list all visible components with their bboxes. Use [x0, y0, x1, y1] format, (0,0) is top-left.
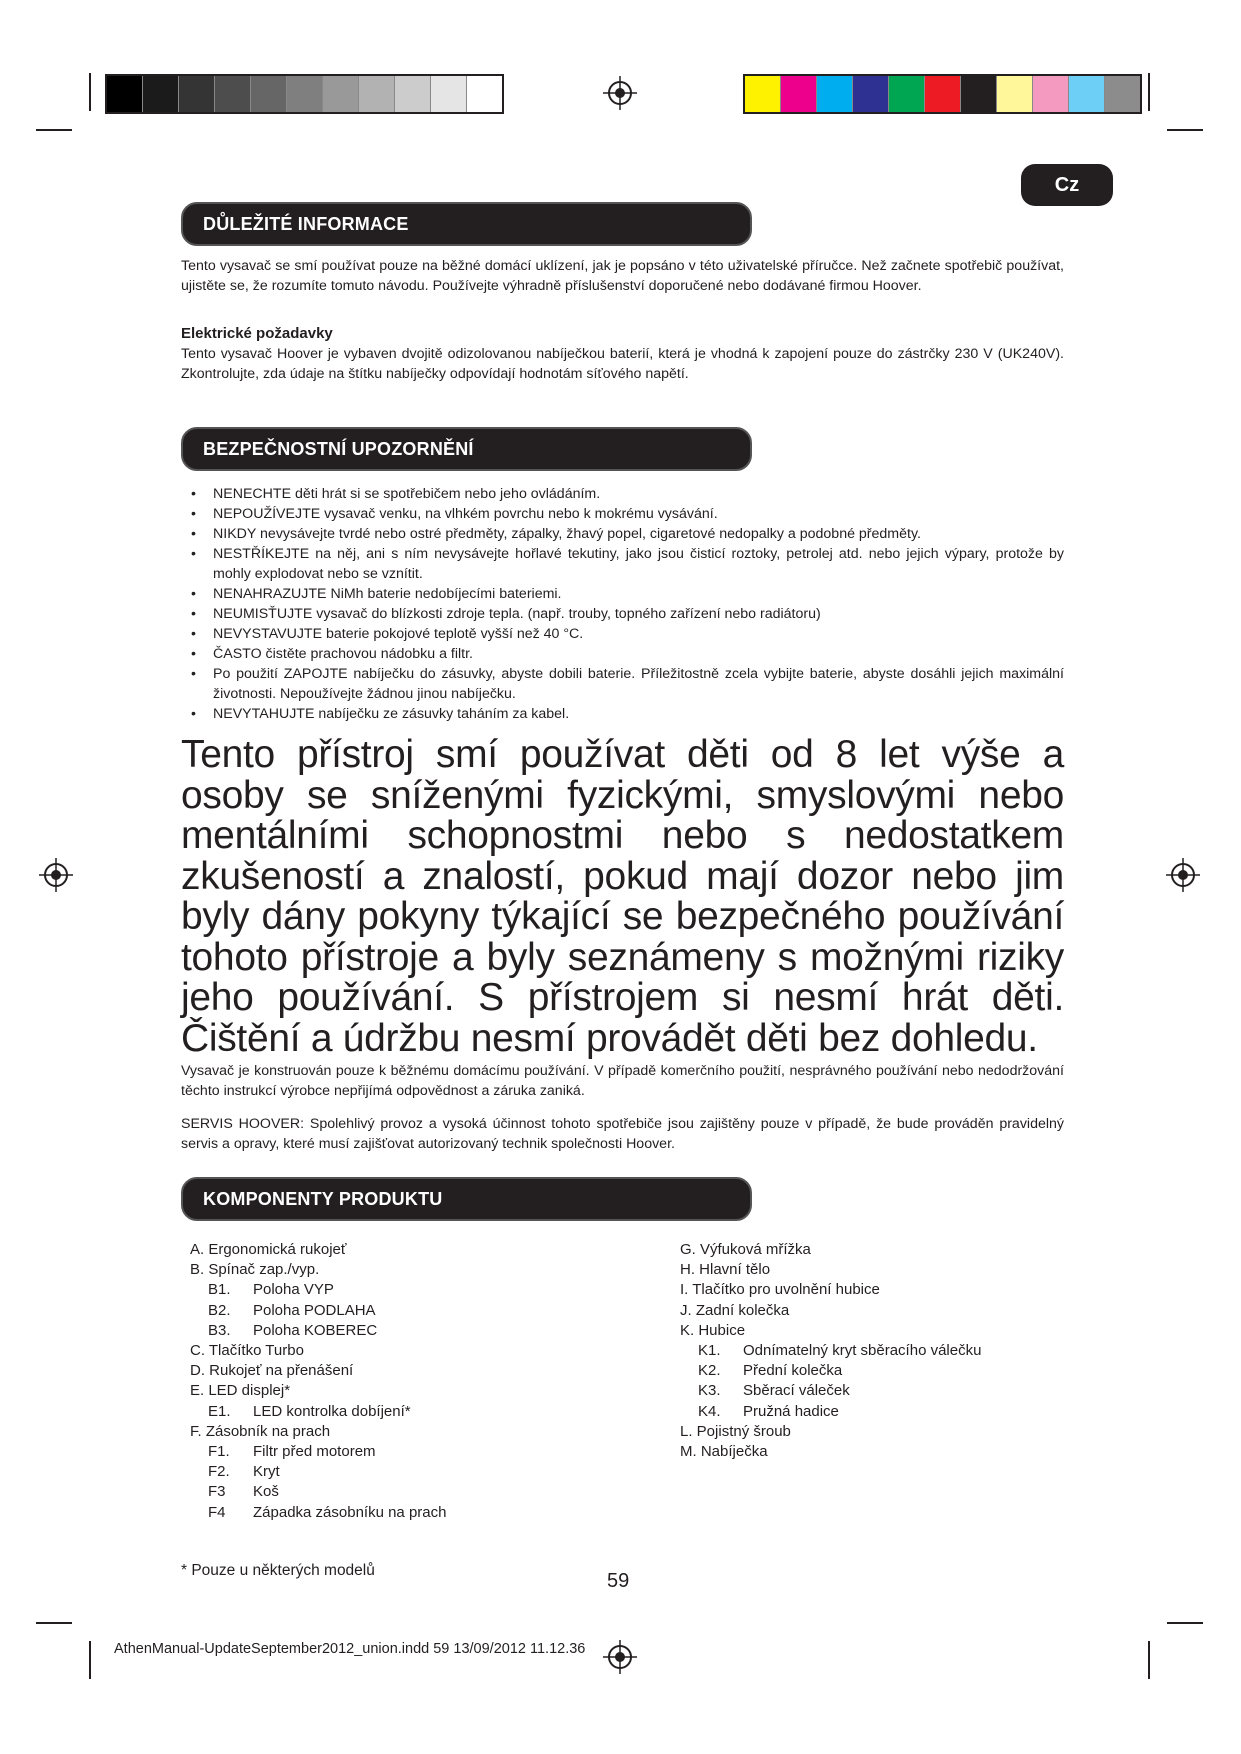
- color-swatch: [143, 76, 179, 112]
- component-subitem: [190, 1280, 446, 1300]
- crop-mark-bottom-right: [1148, 1641, 1150, 1679]
- component-subitem: [680, 1361, 981, 1381]
- component-item: G. Výfuková mřížka: [680, 1241, 811, 1258]
- safety-item: • NEPOUŽÍVEJTE vysavač venku, na vlhkém povrchu nebo k mokrému vysávání.: [181, 504, 1064, 524]
- component-item: K. Hubice: [680, 1321, 746, 1339]
- component-item: C. Tlačítko Turbo: [190, 1342, 304, 1360]
- component-subitem-key: E1.: [208, 1402, 231, 1420]
- color-swatch: [107, 76, 143, 112]
- component-subitem-label: Filtr před motorem: [253, 1443, 376, 1461]
- component-subitem: [680, 1381, 981, 1401]
- component-subitem-label: Poloha VYP: [253, 1281, 334, 1299]
- component-subitem-key: F2.: [208, 1463, 230, 1481]
- components-list-right: [680, 1240, 981, 1462]
- color-swatch: [1069, 76, 1105, 112]
- registration-mark-icon: [603, 1640, 637, 1674]
- color-swatch: [781, 76, 817, 112]
- component-item: A. Ergonomická rukojeť: [190, 1241, 347, 1258]
- component-subitem-label: Pružná hadice: [743, 1402, 839, 1420]
- component-subitem: [680, 1341, 981, 1361]
- component-subitem: [190, 1442, 446, 1462]
- color-swatch: [889, 76, 925, 112]
- color-swatch: [1033, 76, 1069, 112]
- component-item: L. Pojistný šroub: [680, 1422, 791, 1440]
- domestic-use-paragraph: Vysavač je konstruován pouze k běžnému domácímu používání. V případě komerčního použití, nesprávného používání nebo nedodržování těchto instrukcí výrobce nepřijímá odpovědnost a záruka zaniká.: [181, 1063, 1064, 1099]
- component-item: D. Rukojeť na přenášení: [190, 1362, 354, 1380]
- component-subitem-key: F3: [208, 1483, 226, 1501]
- color-swatch: [817, 76, 853, 112]
- grayscale-color-bar: [105, 74, 504, 114]
- safety-item: • NENAHRAZUJTE NiMh baterie nedobíjecími bateriemi.: [181, 584, 1064, 604]
- component-subitem-label: Západka zásobníku na prach: [253, 1503, 447, 1521]
- crop-mark-top-left: [89, 73, 91, 111]
- component-subitem: [190, 1321, 446, 1341]
- component-subitem: [190, 1482, 446, 1502]
- component-subitem-key: B2.: [208, 1301, 231, 1319]
- color-swatch: [287, 76, 323, 112]
- child-safety-warning: Tento přístroj smí používat děti od 8 let výše a osoby se sníženými fyzickými, smyslovými nebo mentálními schopnostmi nebo s nedostatkem zkušeností a znalostí, pokud mají dozor nebo jim byly dány pokyny týkající se bezpečného používání tohoto přístroje a byly seznámeny s možnými riziky jeho používání. S přístrojem si nesmí hrát děti. Čištění a údržbu nesmí provádět děti bez dohledu.: [181, 733, 1064, 1060]
- electrical-heading: Elektrické požadavky: [181, 325, 333, 342]
- component-subitem: [680, 1402, 981, 1422]
- service-paragraph: SERVIS HOOVER: Spolehlivý provoz a vysoká účinnost tohoto spotřebiče jsou zajištěny pouze v případě, že bude prováděn pravidelný servis a opravy, které musí zajišťovat autorizovaný technik společnosti Hoover.: [181, 1116, 1064, 1152]
- color-swatch: [467, 76, 502, 112]
- color-swatch: [215, 76, 251, 112]
- component-subitem-label: Poloha PODLAHA: [253, 1301, 376, 1319]
- crop-mark-h-bottom-left: [36, 1622, 72, 1624]
- safety-item: • Po použití ZAPOJTE nabíječku do zásuvky, abyste dobili baterie. Příležitostně zcela vybijte baterie, abyste dosáhli jejich maximální životnosti. Nepoužívejte žádnou jinou nabíječku.: [181, 664, 1064, 704]
- component-subitem-key: F4: [208, 1503, 226, 1521]
- print-slug: AthenManual-UpdateSeptember2012_union.indd 59 13/09/2012 11.12.36: [114, 1641, 586, 1657]
- electrical-text: Tento vysavač Hoover je vybaven dvojitě odizolovanou nabíječkou baterií, která je vhodná k zapojení pouze do zástrčky 230 V (UK240V). Zkontrolujte, zda údaje na štítku nabíječky odpovídají hodnotám síťového napětí.: [181, 346, 1064, 382]
- components-list-left: [190, 1240, 446, 1523]
- component-item: M. Nabíječka: [680, 1443, 768, 1461]
- component-subitem: [190, 1462, 446, 1482]
- color-swatch: [925, 76, 961, 112]
- safety-item: • NIKDY nevysávejte tvrdé nebo ostré předměty, zápalky, žhavý popel, cigaretové nedopalky a podobné předměty.: [181, 524, 1064, 544]
- component-item: F. Zásobník na prach: [190, 1422, 331, 1440]
- registration-mark-icon: [1166, 858, 1200, 892]
- component-subitem: [190, 1402, 446, 1422]
- crop-mark-top-right: [1148, 73, 1150, 111]
- color-swatch: [359, 76, 395, 112]
- component-subitem-label: Kryt: [253, 1463, 280, 1481]
- safety-item: • ČASTO čistěte prachovou nádobku a filtr.: [181, 644, 1064, 664]
- safety-item: • NEUMISŤUJTE vysavač do blízkosti zdroje tepla. (např. trouby, topného zařízení nebo radiátoru): [181, 604, 1064, 624]
- registration-mark-icon: [39, 858, 73, 892]
- color-swatch: [997, 76, 1033, 112]
- component-item: H. Hlavní tělo: [680, 1261, 771, 1279]
- component-subitem-key: K2.: [698, 1362, 721, 1380]
- process-color-bar: [743, 74, 1142, 114]
- component-subitem-label: Přední kolečka: [743, 1362, 843, 1380]
- safety-item: • NESTŘÍKEJTE na něj, ani s ním nevysávejte hořlavé tekutiny, jako jsou čisticí roztoky, petrolej atd. nebo jejich výpary, protože by mohly explodovat nebo se vznítit.: [181, 544, 1064, 584]
- color-swatch: [853, 76, 889, 112]
- page-number: 59: [607, 1570, 630, 1592]
- component-subitem-key: K3.: [698, 1382, 721, 1400]
- component-subitem-label: LED kontrolka dobíjení*: [253, 1402, 411, 1420]
- color-swatch: [431, 76, 467, 112]
- color-swatch: [251, 76, 287, 112]
- important-info-header: DŮLEŽITÉ INFORMACE: [181, 202, 752, 246]
- component-subitem-key: K4.: [698, 1402, 721, 1420]
- safety-item: • NEVYSTAVUJTE baterie pokojové teplotě vyšší než 40 °C.: [181, 624, 1064, 644]
- color-swatch: [395, 76, 431, 112]
- component-subitem-label: Poloha KOBEREC: [253, 1321, 378, 1339]
- component-subitem: [190, 1301, 446, 1321]
- component-subitem-label: Odnímatelný kryt sběracího válečku: [743, 1342, 982, 1360]
- crop-mark-h-top-right: [1167, 129, 1203, 131]
- color-swatch: [323, 76, 359, 112]
- color-swatch: [961, 76, 997, 112]
- component-subitem-key: B1.: [208, 1281, 231, 1299]
- component-item: B. Spínač zap./vyp.: [190, 1261, 320, 1279]
- intro-paragraph: Tento vysavač se smí používat pouze na běžné domácí uklízení, jak je popsáno v této uživatelské příručce. Než začnete spotřebič používat, ujistěte se, že rozumíte tomuto návodu. Používejte výhradně příslušenství doporučené nebo dodávané firmou Hoover.: [181, 258, 1064, 294]
- color-swatch: [179, 76, 215, 112]
- component-subitem: [190, 1503, 446, 1523]
- component-subitem-key: K1.: [698, 1342, 721, 1360]
- safety-item: • NEVYTAHUJTE nabíječku ze zásuvky taháním za kabel.: [181, 704, 1064, 724]
- component-item: I. Tlačítko pro uvolnění hubice: [680, 1281, 880, 1299]
- safety-list: [181, 484, 1064, 724]
- crop-mark-h-bottom-right: [1167, 1622, 1203, 1624]
- component-item: E. LED displej*: [190, 1382, 291, 1400]
- component-subitem-key: F1.: [208, 1443, 230, 1461]
- component-subitem-label: Sběrací váleček: [743, 1382, 850, 1400]
- language-badge: Cz: [1021, 164, 1113, 206]
- crop-mark-bottom-left: [89, 1641, 91, 1679]
- components-header: KOMPONENTY PRODUKTU: [181, 1177, 752, 1221]
- component-item: J. Zadní kolečka: [680, 1301, 790, 1319]
- electrical-section: [181, 324, 1064, 384]
- footnote: * Pouze u některých modelů: [181, 1562, 375, 1579]
- component-subitem-key: B3.: [208, 1321, 231, 1339]
- safety-item: • NENECHTE děti hrát si se spotřebičem nebo jeho ovládáním.: [181, 484, 1064, 504]
- component-subitem-label: Koš: [253, 1483, 279, 1501]
- registration-mark-icon: [603, 76, 637, 110]
- safety-header: BEZPEČNOSTNÍ UPOZORNĚNÍ: [181, 427, 752, 471]
- crop-mark-h-top-left: [36, 129, 72, 131]
- color-swatch: [1105, 76, 1140, 112]
- color-swatch: [745, 76, 781, 112]
